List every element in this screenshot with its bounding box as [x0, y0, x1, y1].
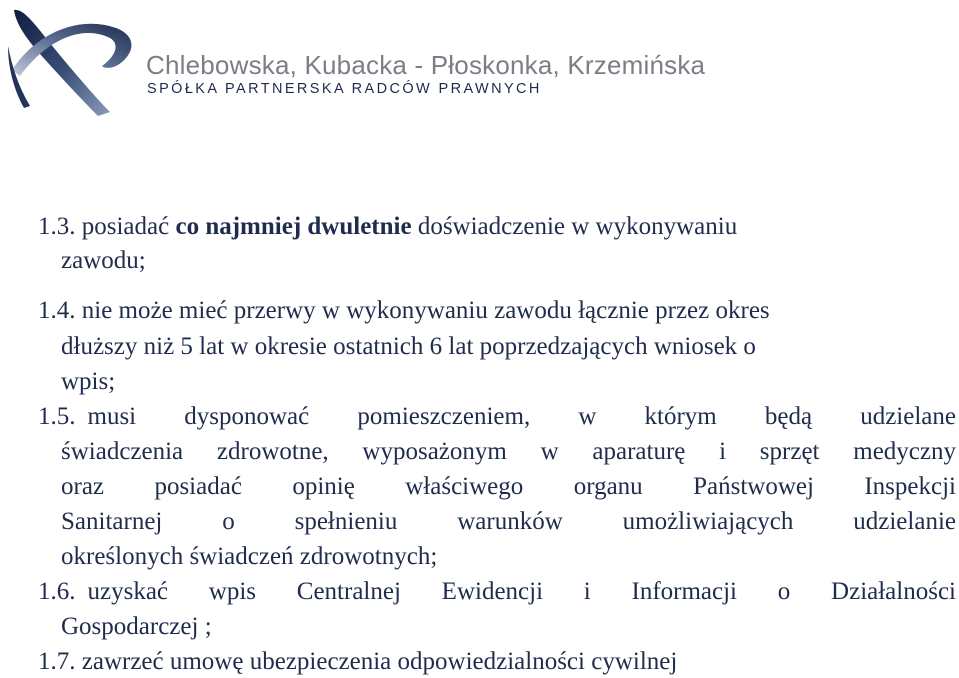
list-item-1-4-line3: wpis;	[61, 368, 116, 395]
item-text: zawrzeć umowę ubezpieczenia odpowiedzialności cywilnej	[81, 648, 678, 675]
firm-name: Chlebowska, Kubacka - Płoskonka, Krzemińska	[146, 50, 706, 80]
item-text: uzyskać wpis Centralnej Ewidencji i Informacji o Działalności	[87, 578, 956, 605]
item-text: nie może mieć przerwy w wykonywaniu zawodu łącznie przez okres	[81, 297, 770, 324]
item-text-post: doświadczenie w wykonywaniu	[411, 213, 738, 240]
item-number: 1.7.	[38, 648, 76, 675]
list-item-1-5-line3: oraz posiadać opinię właściwego organu Państwowej Inspekcji	[61, 473, 956, 500]
list-item-1-5	[38, 402, 956, 432]
list-item-1-3-cont: zawodu;	[61, 247, 146, 274]
list-item-1-6	[38, 577, 956, 607]
list-item-1-3	[38, 212, 737, 242]
item-text: musi dysponować pomieszczeniem, w którym będą udzielane	[87, 403, 956, 430]
list-item-1-5-line2: świadczenia zdrowotne, wyposażonym w aparaturę i sprzęt medyczny	[61, 438, 956, 465]
item-text-pre: posiadać	[81, 213, 176, 240]
list-item-1-5-line4: Sanitarnej o spełnieniu warunków umożliwiających udzielanie	[61, 508, 956, 535]
ribbon-logo-icon	[6, 6, 138, 118]
item-number: 1.4.	[38, 297, 76, 324]
header	[0, 0, 959, 130]
item-number: 1.5.	[38, 403, 76, 430]
firm-subtitle: SPÓŁKA PARTNERSKA RADCÓW PRAWNYCH	[147, 81, 542, 97]
item-text-bold: co najmniej dwuletnie	[175, 213, 412, 240]
list-item-1-4	[38, 296, 770, 326]
list-item-1-4-line2: dłuższy niż 5 lat w okresie ostatnich 6 lat poprzedzających wniosek o	[61, 333, 756, 360]
list-item-1-6-line2: Gospodarczej ;	[61, 613, 212, 640]
list-item-1-5-line5: określonych świadczeń zdrowotnych;	[61, 543, 438, 570]
item-number: 1.6.	[38, 578, 76, 605]
item-number: 1.3.	[38, 213, 76, 240]
list-item-1-7	[38, 647, 677, 677]
